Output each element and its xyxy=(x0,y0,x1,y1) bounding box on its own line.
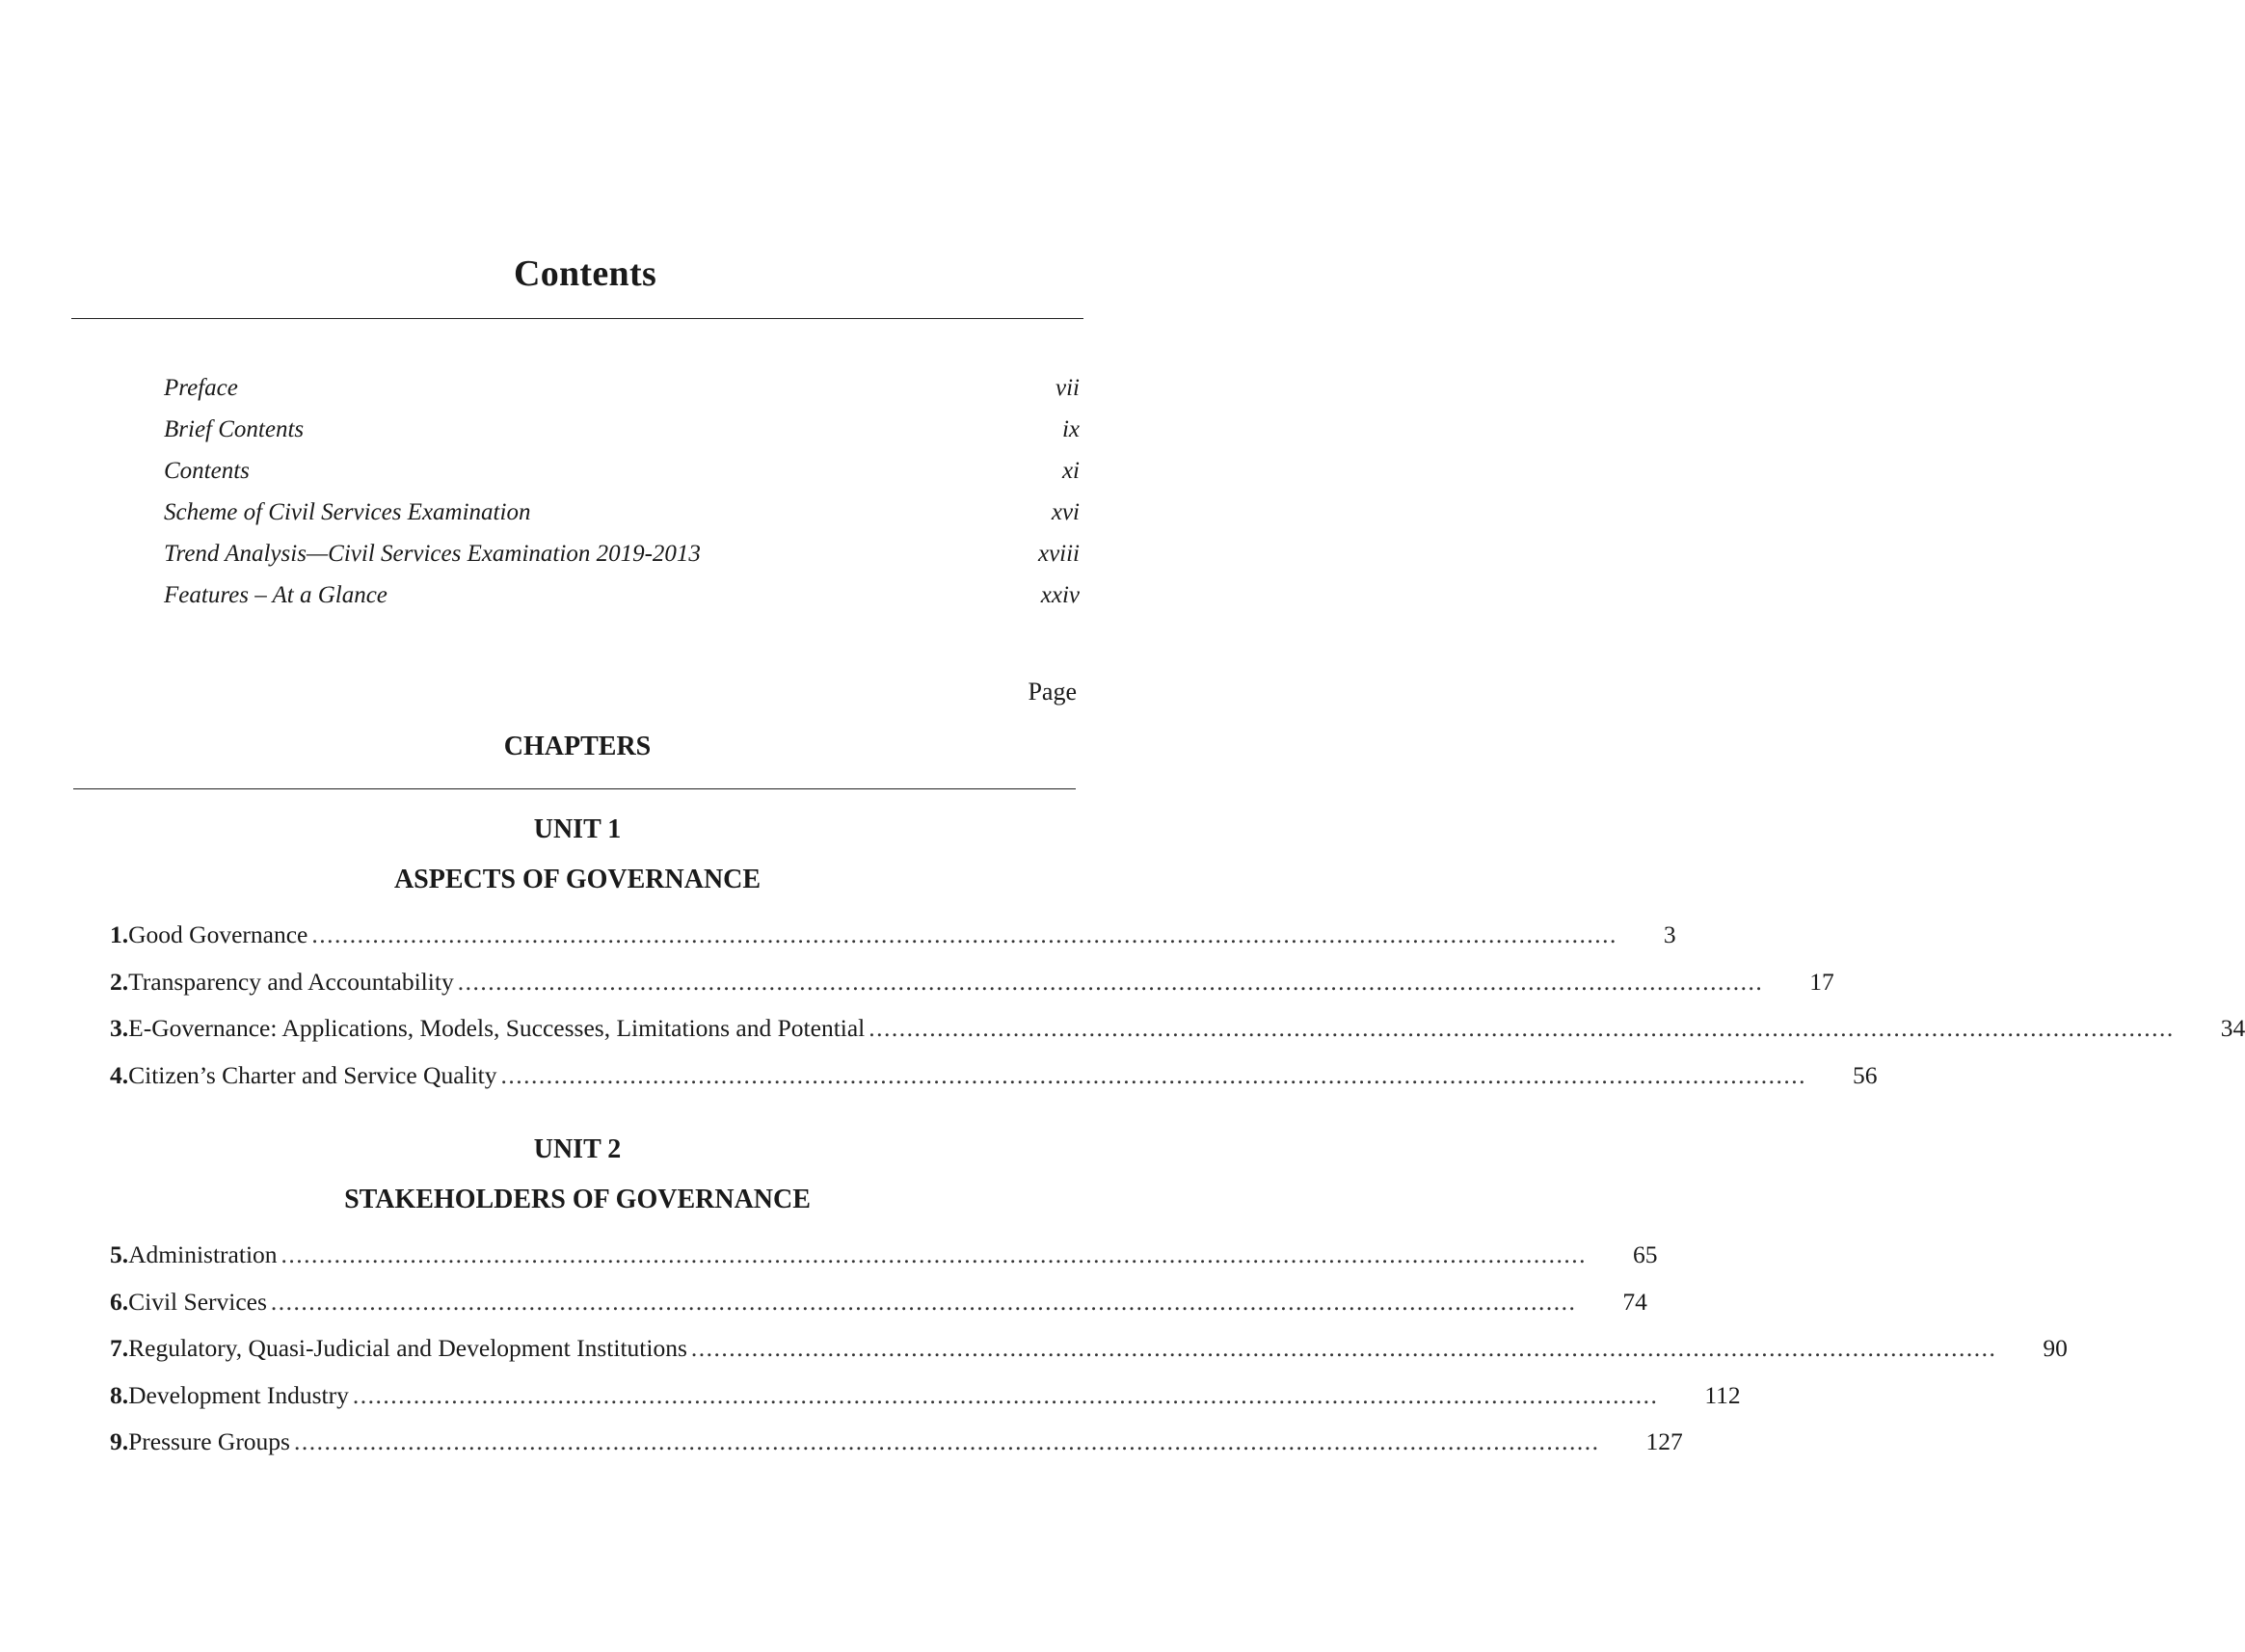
chapter-number: 7. xyxy=(110,1334,129,1363)
front-matter-item[interactable] xyxy=(164,416,1080,458)
chapter-entry[interactable] xyxy=(110,1427,1683,1475)
chapter-title: Pressure Groups xyxy=(128,1427,290,1456)
unit-2-chapter-list xyxy=(110,1240,2068,1475)
chapter-entry[interactable] xyxy=(110,1014,2245,1061)
chapter-title: E-Governance: Applications, Models, Successes, Limitations and Potential xyxy=(128,1014,866,1043)
chapter-number: 3. xyxy=(110,1014,129,1043)
front-matter-list xyxy=(164,375,1080,624)
chapter-page: 17 xyxy=(1809,967,1834,996)
page-title: Contents xyxy=(513,253,657,294)
front-matter-label: Contents xyxy=(164,458,250,484)
front-matter-page: xi xyxy=(1061,458,1080,484)
chapter-number: 5. xyxy=(110,1240,129,1268)
unit-heading: UNIT 1 xyxy=(533,814,622,844)
dot-leader: ............................................................................................................................................................................ xyxy=(270,1287,1577,1316)
unit-1-chapter-list xyxy=(110,920,2245,1107)
chapter-page: 34 xyxy=(2220,1014,2245,1043)
chapter-entry[interactable] xyxy=(110,920,1676,968)
chapter-entry[interactable] xyxy=(110,1060,1878,1108)
chapter-title: Civil Services xyxy=(128,1287,267,1316)
front-matter-label: Features – At a Glance xyxy=(164,582,388,608)
unit-heading: UNIT 2 xyxy=(533,1134,622,1164)
chapter-entry[interactable] xyxy=(110,1380,1741,1428)
chapters-heading: CHAPTERS xyxy=(503,732,652,761)
chapter-page: 74 xyxy=(1622,1287,1647,1316)
title-divider xyxy=(71,318,1083,319)
dot-leader: ............................................................................................................................................................................ xyxy=(352,1380,1659,1409)
front-matter-item[interactable] xyxy=(164,458,1080,499)
chapter-entry[interactable] xyxy=(110,1287,1647,1335)
page-column-heading: Page xyxy=(1028,678,1077,706)
chapter-page: 56 xyxy=(1853,1060,1878,1089)
chapter-entry[interactable] xyxy=(110,1240,1658,1288)
dot-leader: ............................................................................................................................................................................ xyxy=(869,1014,2175,1043)
dot-leader: ............................................................................................................................................................................ xyxy=(311,920,1617,948)
chapter-title: Citizen’s Charter and Service Quality xyxy=(128,1060,497,1089)
chapter-page: 3 xyxy=(1663,920,1676,948)
front-matter-page: vii xyxy=(1056,375,1080,401)
front-matter-page: xviii xyxy=(1037,541,1080,567)
front-matter-page: xxiv xyxy=(1040,582,1080,608)
chapter-number: 6. xyxy=(110,1287,129,1316)
dot-leader: ............................................................................................................................................................................ xyxy=(293,1427,1600,1456)
front-matter-item[interactable] xyxy=(164,499,1080,541)
front-matter-label: Trend Analysis—Civil Services Examination 2019-2013 xyxy=(164,541,701,567)
chapter-page: 112 xyxy=(1704,1380,1741,1409)
chapter-number: 9. xyxy=(110,1427,129,1456)
chapter-number: 4. xyxy=(110,1060,129,1089)
chapter-title: Administration xyxy=(128,1240,278,1268)
chapter-number: 1. xyxy=(110,920,129,948)
chapters-divider xyxy=(73,788,1076,789)
chapter-entry[interactable] xyxy=(110,967,1834,1015)
chapter-title: Transparency and Accountability xyxy=(128,967,454,996)
dot-leader: ............................................................................................................................................................................ xyxy=(500,1060,1807,1089)
front-matter-item[interactable] xyxy=(164,541,1080,582)
front-matter-item[interactable] xyxy=(164,582,1080,624)
front-matter-page: xvi xyxy=(1051,499,1080,525)
chapter-number: 2. xyxy=(110,967,129,996)
unit-title: ASPECTS OF GOVERNANCE xyxy=(393,865,762,894)
chapter-number: 8. xyxy=(110,1380,129,1409)
chapter-page: 90 xyxy=(2043,1334,2068,1363)
chapter-page: 127 xyxy=(1645,1427,1683,1456)
dot-leader: ............................................................................................................................................................................ xyxy=(690,1334,1997,1363)
front-matter-item[interactable] xyxy=(164,375,1080,416)
front-matter-page: ix xyxy=(1061,416,1080,442)
front-matter-label: Brief Contents xyxy=(164,416,305,442)
chapter-title: Regulatory, Quasi-Judicial and Development Institutions xyxy=(128,1334,687,1363)
chapter-page: 65 xyxy=(1633,1240,1658,1268)
unit-title: STAKEHOLDERS OF GOVERNANCE xyxy=(344,1185,811,1214)
front-matter-label: Preface xyxy=(164,375,238,401)
dot-leader: ............................................................................................................................................................................ xyxy=(281,1240,1588,1268)
dot-leader: ............................................................................................................................................................................ xyxy=(457,967,1764,996)
chapter-title: Good Governance xyxy=(128,920,308,948)
chapter-entry[interactable] xyxy=(110,1334,2068,1381)
front-matter-label: Scheme of Civil Services Examination xyxy=(164,499,531,525)
chapter-title: Development Industry xyxy=(128,1380,349,1409)
